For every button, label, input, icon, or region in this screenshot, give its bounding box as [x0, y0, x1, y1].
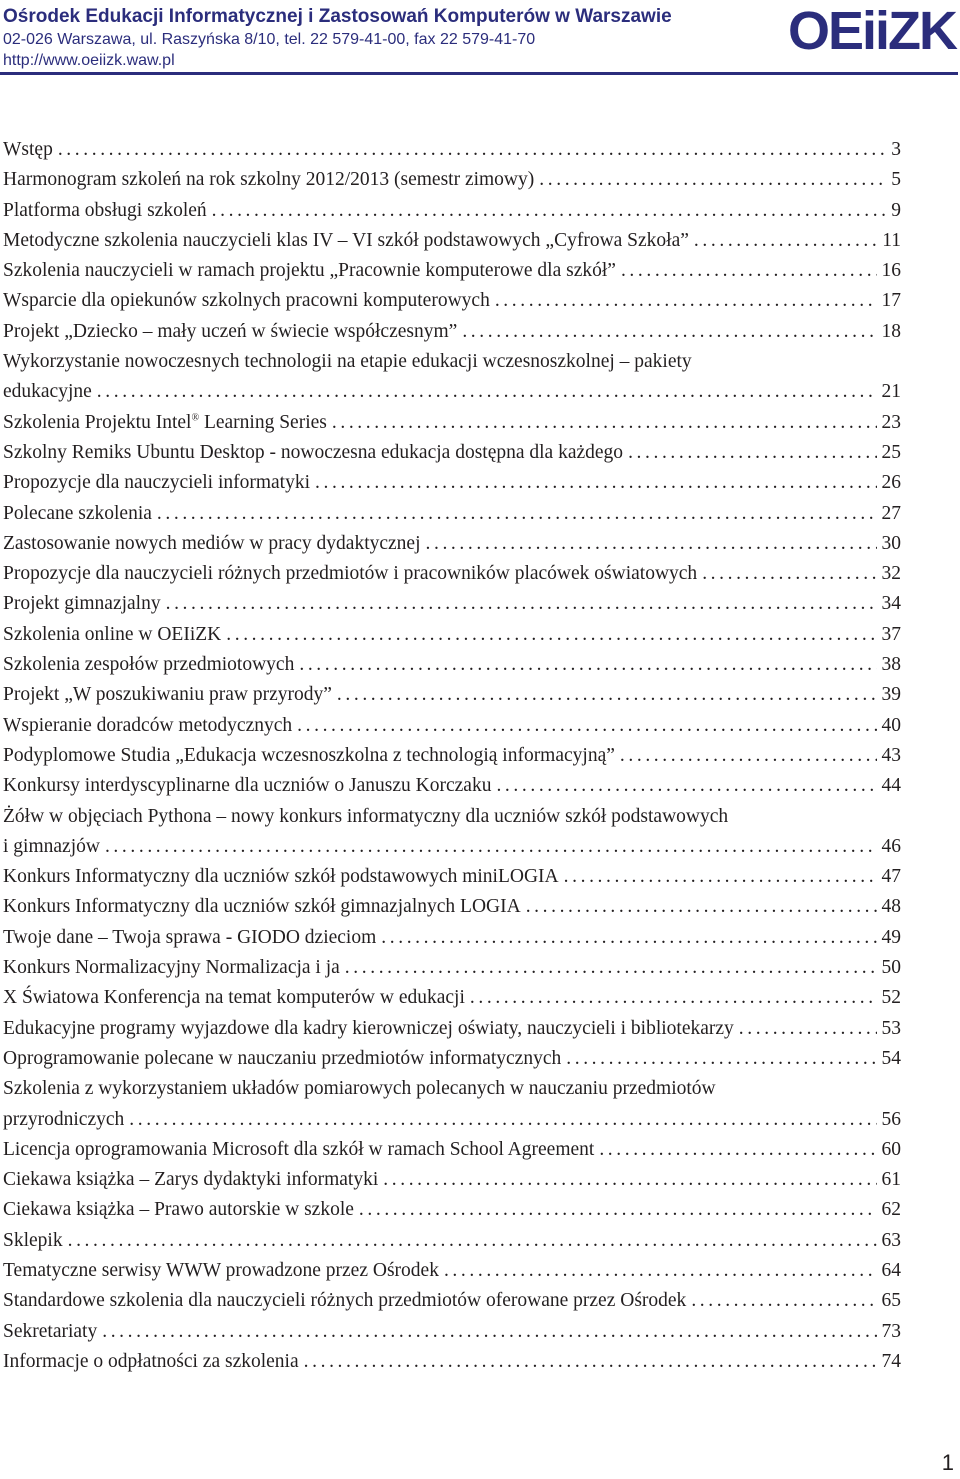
toc-entry-title [3, 256, 616, 286]
dot-leader [526, 892, 877, 922]
toc-entry[interactable] [3, 135, 901, 165]
toc-entry[interactable] [3, 923, 901, 953]
toc-entry[interactable] [3, 408, 901, 438]
dot-leader [566, 1044, 876, 1074]
toc-entry-title [3, 286, 490, 316]
toc-entry-page: 26 [881, 472, 901, 494]
toc-entry-title-text: Konkurs Informatyczny dla uczniów szkół gimnazjalnych LOGIA [3, 896, 521, 918]
dot-leader [332, 408, 877, 438]
dot-leader [337, 680, 877, 710]
toc-entry-page: 30 [881, 532, 901, 554]
dot-leader [621, 256, 877, 286]
toc-entry-page: 73 [881, 1320, 901, 1342]
toc-entry-title-text: Licencja oprogramowania Microsoft dla szkół w ramach School Agreement [3, 1138, 595, 1160]
toc-entry-title [3, 711, 292, 741]
dot-leader [212, 196, 887, 226]
toc-entry-title [3, 589, 161, 619]
toc-entry-page: 53 [881, 1017, 901, 1039]
oeiizk-logo: OEiiZK [787, 1, 956, 61]
toc-entry-title-text: Szkolenia online w OEIiZK [3, 623, 222, 645]
toc-entry-title [3, 892, 521, 922]
toc-entry-title-text: Zastosowanie nowych mediów w pracy dydaktycznej [3, 532, 421, 554]
toc-entry-page: 49 [881, 926, 901, 948]
dot-leader [68, 1226, 877, 1256]
toc-entry-title [3, 438, 623, 468]
toc-entry-title [3, 317, 457, 347]
toc-entry[interactable] [3, 196, 901, 226]
toc-entry[interactable] [3, 165, 901, 195]
dot-leader [620, 741, 877, 771]
toc-entry-title [3, 468, 310, 498]
toc-entry-title [3, 1135, 594, 1165]
toc-entry-title-text: Learning Series [199, 411, 327, 433]
dot-leader [345, 953, 877, 983]
toc-entry-page: 47 [881, 866, 901, 888]
toc-entry-page: 40 [881, 714, 901, 736]
toc-entry-title [3, 408, 327, 438]
toc-entry-title-text: Edukacyjne programy wyjazdowe dla kadry kierowniczej oświaty, nauczycieli i bibliotekarzy [3, 1017, 734, 1039]
toc-entry-title [3, 1317, 97, 1347]
dot-leader [315, 468, 876, 498]
toc-entry[interactable] [3, 1165, 901, 1195]
page-header [0, 0, 960, 76]
toc-entry-title-text: przyrodniczych [3, 1108, 125, 1130]
toc-entry-title-text: Projekt „Dziecko – mały uczeń w świecie współczesnym” [3, 320, 458, 342]
toc-entry[interactable] [3, 1226, 901, 1256]
toc-entry-title [3, 1074, 716, 1104]
toc-entry-page: 43 [881, 744, 901, 766]
toc-entry[interactable] [3, 468, 901, 498]
toc-entry-page: 48 [881, 896, 901, 918]
toc-entry-page: 60 [881, 1138, 901, 1160]
dot-leader [426, 529, 877, 559]
table-of-contents [3, 135, 901, 1377]
toc-entry-title [3, 377, 92, 407]
dot-leader [297, 711, 876, 741]
toc-entry-title [3, 529, 421, 559]
toc-entry-title [3, 1226, 63, 1256]
toc-entry-title-text: Tematyczne serwisy WWW prowadzone przez Ośrodek [3, 1259, 439, 1281]
toc-entry-title [3, 1044, 561, 1074]
toc-entry-page: 38 [881, 654, 901, 676]
toc-entry-title-text: X Światowa Konferencja na temat komputerów w edukacji [3, 987, 465, 1009]
toc-entry-title-text: Szkolenia Projektu Intel [3, 411, 192, 433]
toc-entry-page: 64 [881, 1259, 901, 1281]
toc-entry-title [3, 226, 689, 256]
toc-entry[interactable] [3, 377, 901, 407]
dot-leader [539, 165, 886, 195]
toc-entry[interactable] [3, 1074, 901, 1104]
toc-entry-page: 34 [881, 593, 901, 615]
dot-leader [496, 771, 876, 801]
toc-entry-title-text: Projekt gimnazjalny [3, 593, 161, 615]
toc-entry-page: 16 [881, 260, 901, 282]
dot-leader [304, 1347, 877, 1377]
toc-entry-title [3, 923, 376, 953]
toc-entry-title [3, 135, 53, 165]
toc-entry-page: 17 [881, 290, 901, 312]
toc-entry-title [3, 1195, 354, 1225]
toc-entry[interactable] [3, 226, 901, 256]
toc-entry[interactable] [3, 347, 901, 377]
toc-entry-page: 54 [881, 1047, 901, 1069]
toc-entry-title [3, 862, 559, 892]
organization-address: 02-026 Warszawa, ul. Raszyńska 8/10, tel. 22 579-41-00, fax 22 579-41-70 [3, 31, 536, 48]
toc-entry-title-text: Oprogramowanie polecane w nauczaniu przedmiotów informatycznych [3, 1047, 562, 1069]
toc-entry-title-text: Harmonogram szkoleń na rok szkolny 2012/2013 (semestr zimowy) [3, 169, 535, 191]
toc-entry-page: 62 [881, 1199, 901, 1221]
toc-entry-page: 63 [881, 1229, 901, 1251]
toc-entry-title [3, 165, 534, 195]
toc-entry-title-text: Żółw w objęciach Pythona – nowy konkurs informatyczny dla uczniów szkół podstawowych [3, 805, 729, 827]
toc-entry[interactable] [3, 832, 901, 862]
dot-leader [691, 1286, 876, 1316]
dot-leader [462, 317, 876, 347]
toc-entry-title [3, 983, 465, 1013]
toc-entry[interactable] [3, 620, 901, 650]
toc-entry-page: 3 [891, 139, 901, 160]
toc-entry-title [3, 680, 332, 710]
toc-entry-title-text: Platforma obsługi szkoleń [3, 199, 207, 221]
dot-leader [97, 377, 877, 407]
toc-entry[interactable] [3, 650, 901, 680]
toc-entry-page: 50 [881, 957, 901, 979]
toc-entry[interactable] [3, 256, 901, 286]
toc-entry-title [3, 802, 728, 832]
toc-entry-page: 32 [881, 563, 901, 585]
toc-entry[interactable] [3, 953, 901, 983]
toc-entry[interactable] [3, 711, 901, 741]
toc-entry-title-text: Konkurs Informatyczny dla uczniów szkół podstawowych miniLOGIA [3, 866, 559, 888]
toc-entry[interactable] [3, 741, 901, 771]
toc-entry[interactable] [3, 1256, 901, 1286]
registered-mark: ® [191, 412, 200, 424]
toc-entry-title [3, 620, 221, 650]
toc-entry[interactable] [3, 1044, 901, 1074]
toc-entry-title-text: Szkolenia z wykorzystaniem układów pomiarowych polecanych w nauczaniu przedmiotów [3, 1078, 716, 1100]
toc-entry[interactable] [3, 1135, 901, 1165]
dot-leader [495, 286, 877, 316]
toc-entry-title-text: i gimnazjów [3, 835, 100, 857]
toc-entry-title [3, 499, 152, 529]
toc-entry-title [3, 1256, 439, 1286]
toc-entry-page: 44 [881, 775, 901, 797]
dot-leader [105, 832, 877, 862]
toc-entry-page: 74 [881, 1350, 901, 1372]
toc-entry[interactable] [3, 1105, 901, 1135]
toc-entry[interactable] [3, 771, 901, 801]
toc-entry-page: 25 [881, 441, 901, 463]
toc-entry-page: 37 [881, 623, 901, 645]
dot-leader [226, 620, 876, 650]
toc-entry-page: 46 [881, 835, 901, 857]
dot-leader [381, 923, 876, 953]
toc-entry-title [3, 196, 207, 226]
toc-entry-title [3, 741, 615, 771]
toc-entry-title-text: Polecane szkolenia [3, 502, 152, 524]
dot-leader [470, 983, 877, 1013]
toc-entry-title [3, 771, 491, 801]
toc-entry-page: 18 [881, 320, 901, 342]
toc-entry-title-text: Metodyczne szkolenia nauczycieli klas IV – VI szkół podstawowych „Cyfrowa Szkoła” [3, 229, 689, 251]
toc-entry-title [3, 650, 294, 680]
toc-entry-title-text: Konkursy interdyscyplinarne dla uczniów o Januszu Korczaku [3, 775, 492, 797]
toc-entry-page: 21 [881, 381, 901, 403]
toc-entry-page: 5 [891, 169, 901, 191]
dot-leader [739, 1014, 877, 1044]
toc-entry[interactable] [3, 1317, 901, 1347]
toc-entry[interactable] [3, 1347, 901, 1377]
toc-entry-page: 39 [881, 684, 901, 706]
dot-leader [694, 226, 877, 256]
toc-entry-title-text: Standardowe szkolenia dla nauczycieli różnych przedmiotów oferowane przez Ośrodek [3, 1290, 687, 1312]
toc-entry-title-text: Wstęp [3, 139, 53, 160]
dot-leader [166, 589, 877, 619]
toc-entry-page: 56 [881, 1108, 901, 1130]
dot-leader [157, 499, 877, 529]
toc-entry[interactable] [3, 983, 901, 1013]
toc-entry-title-text: Szkolny Remiks Ubuntu Desktop - nowoczesna edukacja dostępna dla każdego [3, 441, 624, 463]
toc-entry[interactable] [3, 1014, 901, 1044]
toc-entry-title-text: Wykorzystanie nowoczesnych technologii na etapie edukacji wczesnoszkolnej – pakiety [3, 351, 692, 373]
header-divider [0, 72, 958, 75]
dot-leader [702, 559, 876, 589]
dot-leader [628, 438, 876, 468]
dot-leader [599, 1135, 876, 1165]
toc-entry-title-text: Informacje o odpłatności za szkolenia [3, 1350, 299, 1372]
toc-entry-title-text: Sklepik [3, 1229, 63, 1251]
organization-url[interactable]: http://www.oeiizk.waw.pl [3, 52, 175, 69]
toc-entry-title-text: Propozycje dla nauczycieli różnych przedmiotów i pracowników placówek oświatowych [3, 563, 698, 585]
toc-entry-title-text: Ciekawa książka – Zarys dydaktyki informatyki [3, 1169, 379, 1191]
toc-entry[interactable] [3, 286, 901, 316]
toc-entry-title-text: Konkurs Normalizacyjny Normalizacja i ja [3, 957, 340, 979]
toc-entry[interactable] [3, 802, 901, 832]
toc-entry[interactable] [3, 317, 901, 347]
toc-entry[interactable] [3, 862, 901, 892]
dot-leader [564, 862, 877, 892]
toc-entry-title-text: Sekretariaty [3, 1320, 98, 1342]
toc-entry[interactable] [3, 892, 901, 922]
toc-entry-title-text: Wsparcie dla opiekunów szkolnych pracowni komputerowych [3, 290, 490, 312]
toc-entry-title-text: Szkolenia nauczycieli w ramach projektu „Pracownie komputerowe dla szkół” [3, 260, 616, 282]
toc-entry-title-text: Wspieranie doradców metodycznych [3, 714, 293, 736]
toc-entry[interactable] [3, 529, 901, 559]
toc-entry-title [3, 347, 692, 377]
toc-entry-title [3, 1014, 734, 1044]
toc-entry-page: 23 [881, 411, 901, 433]
toc-entry-page: 27 [881, 502, 901, 524]
toc-entry-title [3, 1286, 686, 1316]
toc-entry[interactable] [3, 1286, 901, 1316]
toc-entry-title [3, 832, 100, 862]
dot-leader [383, 1165, 876, 1195]
toc-entry-title-text: Szkolenia zespołów przedmiotowych [3, 654, 295, 676]
dot-leader [444, 1256, 877, 1286]
dot-leader [102, 1317, 876, 1347]
organization-name: Ośrodek Edukacji Informatycznej i Zastosowań Komputerów w Warszawie [3, 6, 672, 27]
toc-entry-title [3, 559, 697, 589]
toc-entry-title [3, 1347, 299, 1377]
toc-entry-page: 11 [882, 229, 901, 251]
toc-entry[interactable] [3, 438, 901, 468]
dot-leader [299, 650, 876, 680]
toc-entry-title [3, 953, 340, 983]
toc-entry-title [3, 1105, 124, 1135]
toc-entry-title-text: edukacyjne [3, 381, 92, 403]
page-number: 1 [941, 1450, 954, 1475]
toc-entry-title-text: Projekt „W poszukiwaniu praw przyrody” [3, 684, 332, 706]
dot-leader [359, 1195, 877, 1225]
toc-entry[interactable] [3, 1195, 901, 1225]
toc-entry-title-text: Podyplomowe Studia „Edukacja wczesnoszkolna z technologią informacyjną” [3, 744, 615, 766]
toc-entry[interactable] [3, 559, 901, 589]
toc-entry-page: 61 [881, 1169, 901, 1191]
dot-leader [129, 1105, 876, 1135]
toc-entry-title-text: Ciekawa książka – Prawo autorskie w szkole [3, 1199, 354, 1221]
toc-entry[interactable] [3, 680, 901, 710]
toc-entry-page: 65 [881, 1290, 901, 1312]
toc-entry-title [3, 1165, 378, 1195]
toc-entry[interactable] [3, 589, 901, 619]
toc-entry[interactable] [3, 499, 901, 529]
toc-entry-page: 9 [891, 199, 901, 221]
toc-entry-page: 52 [881, 987, 901, 1009]
toc-entry-title-text: Propozycje dla nauczycieli informatyki [3, 472, 311, 494]
dot-leader [58, 135, 886, 165]
toc-entry-title-text: Twoje dane – Twoja sprawa - GIODO dzieciom [3, 926, 377, 948]
